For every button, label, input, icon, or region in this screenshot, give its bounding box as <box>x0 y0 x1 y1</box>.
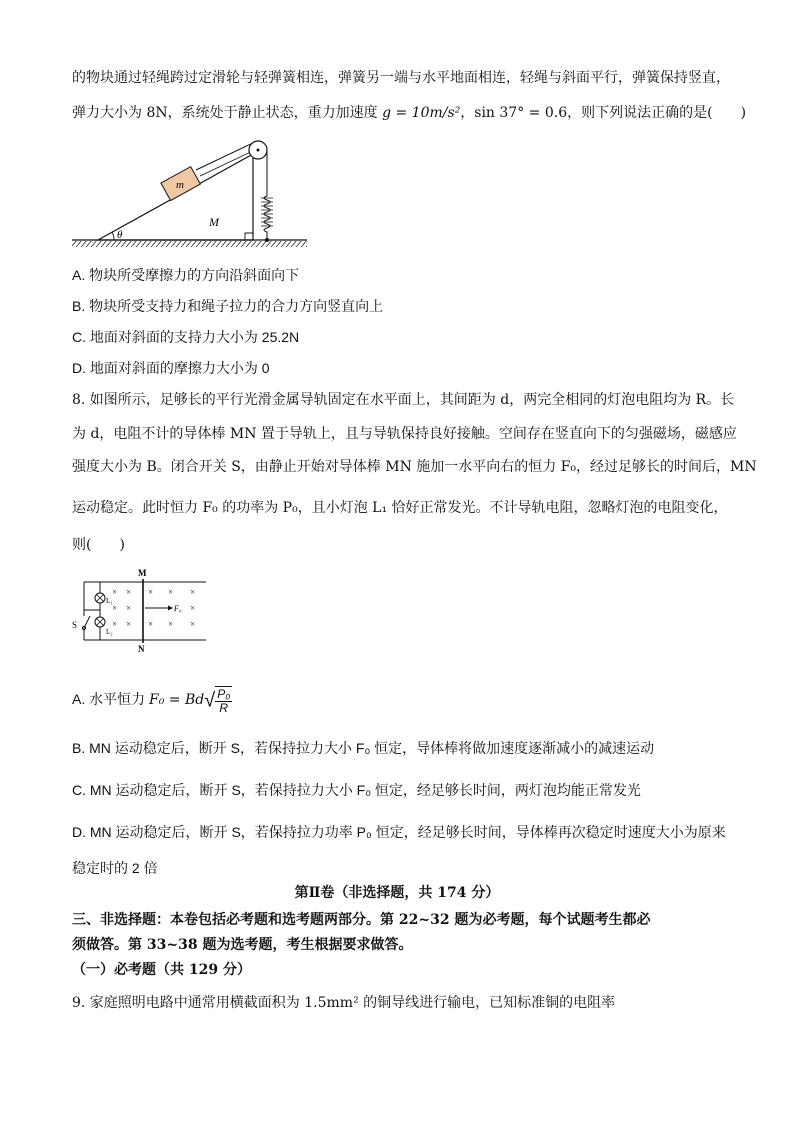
q8-lamp-1-label: L₁ <box>106 597 113 605</box>
q7-right-angle-mark <box>245 233 253 240</box>
q8-option-d-continued: 稳定时的 2 倍 <box>72 860 158 876</box>
q7-block-label: m <box>176 179 184 191</box>
q8-force-label: F₀ <box>174 604 182 613</box>
q7-option-b-letter: B. <box>72 298 86 314</box>
q8-text-line-5: 则( ) <box>72 537 125 553</box>
section-intro-line-2: 须做答。第 33~38 题为选考题，考生根据要求做答。 <box>72 937 413 953</box>
q8-option-b[interactable]: B. MN 运动稳定后，断开 S，若保持拉力大小 F₀ 恒定，导体棒将做加速度逐渐减小的减速运动 <box>72 740 655 756</box>
q7-option-b[interactable] <box>72 296 383 316</box>
q8-option-a-numerator: P₀ <box>217 687 231 701</box>
q7-option-a[interactable] <box>72 265 299 285</box>
q8-field-mark: × <box>168 587 174 597</box>
q7-incline-label: M <box>209 215 219 229</box>
q8-field-mark: × <box>190 603 196 613</box>
q7-option-d-letter: D. <box>72 360 86 376</box>
q7-text-line-1: 的物块通过轻绳跨过定滑轮与轻弹簧相连，弹簧另一端与水平地面相连，轻绳与斜面平行，弹簧保持竖直， <box>72 70 730 86</box>
q8-field-mark: × <box>168 619 174 629</box>
q7-option-d[interactable] <box>72 358 270 378</box>
q8-circuit-figure <box>72 566 212 656</box>
q8-option-a-text: A. 水平恒力 <box>72 691 150 708</box>
q7-option-a-text: 物块所受摩擦力的方向沿斜面向下 <box>89 267 300 283</box>
q7-ground-hatch <box>72 241 307 247</box>
q7-angle-label: θ <box>117 229 123 241</box>
q8-field-mark: × <box>190 587 196 597</box>
q7-rope-lower <box>200 149 257 176</box>
q8-option-a[interactable] <box>72 686 232 715</box>
q7-option-a-letter: A. <box>72 267 86 283</box>
q7-rope-incline <box>196 142 255 170</box>
q8-lamp-2-label: L₂ <box>106 628 113 636</box>
section-subtitle: （一）必考题（共 129 分） <box>72 962 251 978</box>
q8-field-mark: × <box>190 619 196 629</box>
q7-line2-prefix: 弹力大小为 8N，系统处于静止状态，重力加速度 <box>72 105 383 121</box>
q7-pulley-axle <box>257 149 260 152</box>
q7-option-b-text: 物块所受支持力和绳子拉力的合力方向竖直向上 <box>89 298 384 314</box>
q8-text-line-4: 运动稳定。此时恒力 F₀ 的功率为 P₀，且小灯泡 L₁ 恰好正常发光。不计导轨电阻，忽略灯泡的电阻变化， <box>72 500 728 516</box>
q8-field-mark: × <box>126 587 132 597</box>
q7-incline-figure <box>72 138 312 250</box>
q8-text-line-2: 为 d，电阻不计的导体棒 MN 置于导轨上，且与导轨保持良好接触。空间存在竖直向下的匀强磁场，磁感应 <box>72 426 737 442</box>
q7-text-line-2 <box>72 103 746 123</box>
q7-option-c-letter: C. <box>72 329 86 345</box>
q8-field-mark: × <box>148 587 154 597</box>
q7-spring-anchor <box>265 238 269 242</box>
q7-gravity-value: g = 10m/s² <box>382 105 461 121</box>
q7-option-d-text: 地面对斜面的摩擦力大小为 0 <box>89 360 270 376</box>
q8-option-a-denominator: R <box>219 701 229 715</box>
q8-option-a-sqrt-sign: √ <box>204 689 216 712</box>
q8-field-mark: × <box>112 587 118 597</box>
q7-option-c[interactable] <box>72 327 299 347</box>
q8-option-d[interactable]: D. MN 运动稳定后，断开 S，若保持拉力功率 P₀ 恒定，经足够长时间，导体棒再次稳定时速度大小为原来 <box>72 824 726 840</box>
q8-option-a-fraction <box>215 686 232 715</box>
section-title: 第Ⅱ卷（非选择题，共 174 分） <box>294 885 500 901</box>
q8-label-m: M <box>138 568 147 578</box>
q7-option-c-text: 地面对斜面的支持力大小为 25.2N <box>89 329 300 345</box>
q8-field-mark: × <box>126 619 132 629</box>
q8-label-n: N <box>138 644 145 654</box>
q8-text-line-1: 8. 如图所示，足够长的平行光滑金属导轨固定在水平面上，其间距为 d，两完全相同的灯泡电阻均为 R。长 <box>72 392 735 408</box>
q8-field-mark: × <box>148 619 154 629</box>
q8-switch-label: S <box>72 620 78 630</box>
q9-text-line-1: 9. 家庭照明电路中通常用横截面积为 1.5mm² 的铜导线进行输电，已知标准铜的电阻率 <box>72 995 616 1011</box>
q8-field-mark: × <box>126 603 132 613</box>
q7-angle-arc <box>112 232 114 240</box>
q8-option-a-formula: F₀ = Bd <box>149 692 205 709</box>
section-intro-line-1: 三、非选择题：本卷包括必考题和选考题两部分。第 22~32 题为必考题，每个试题考生都必 <box>72 912 651 928</box>
q7-sine-value: ，sin 37° = 0.6 <box>460 105 568 121</box>
q8-field-mark: × <box>112 603 118 613</box>
q8-option-c[interactable]: C. MN 运动稳定后，断开 S，若保持拉力大小 F₀ 恒定，经足够长时间，两灯泡均能正常发光 <box>72 782 641 798</box>
q8-force-arrow-head <box>168 606 173 611</box>
q8-field-mark: × <box>112 619 118 629</box>
q7-line2-suffix: ，则下列说法正确的是( ) <box>567 105 747 121</box>
q8-text-line-3: 强度大小为 B。闭合开关 S，由静止开始对导体棒 MN 施加一水平向右的恒力 F₀，经过足够长的时间后，MN <box>72 459 757 475</box>
